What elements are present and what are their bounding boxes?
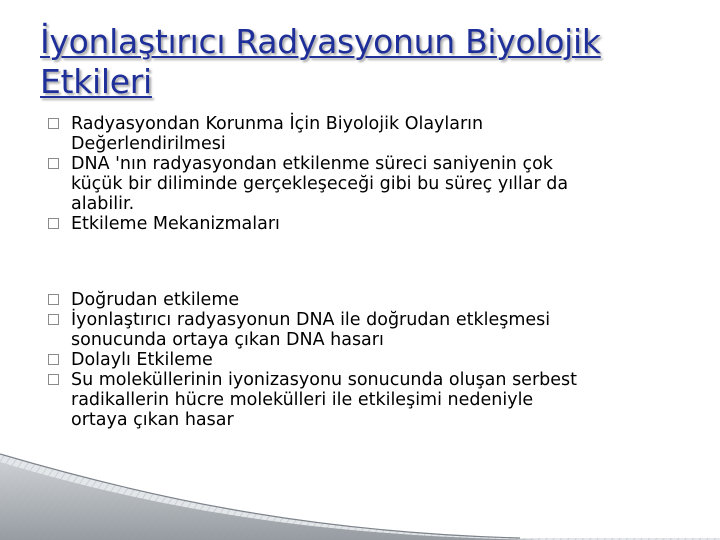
bullet-text [71,370,688,430]
bullet-list-top [48,114,688,234]
bullet-item [48,114,688,154]
bullet-line: Su moleküllerinin iyonizasyonu sonucunda oluşan serbest [71,370,577,390]
bullet-line: sonucunda ortaya çıkan DNA hasarı [71,330,384,350]
bullet-text [71,154,688,214]
slide-title-line-1: İyonlaştırıcı Radyasyonun Biyolojik [40,22,601,61]
bullet-item [48,154,688,214]
bullet-item [48,290,688,310]
bullet-item [48,370,688,430]
bullet-line: Doğrudan etkileme [71,290,240,310]
bullet-item [48,310,688,350]
bullet-box-icon [48,218,59,229]
bullet-box-icon [48,158,59,169]
bullet-line: küçük bir diliminde gerçekleşeceği gibi bu süreç yıllar da [71,174,569,194]
decorative-swoosh [0,440,720,540]
bullet-text [71,214,688,234]
bullet-item [48,214,688,234]
bullet-list-bottom [48,290,688,430]
bullet-line: Radyasyondan Korunma İçin Biyolojik Olayların [71,114,484,134]
decorative-swoosh-dark [0,462,540,540]
bullet-line: Dolaylı Etkileme [71,350,213,370]
bullet-text [71,114,688,154]
slide-title [40,22,680,102]
bullet-line: alabilir. [71,194,135,214]
slide-title-line-2: Etkileri [40,62,152,101]
bullet-text [71,310,688,350]
bullet-line: ortaya çıkan hasar [71,410,234,430]
bullet-box-icon [48,314,59,325]
bullet-box-icon [48,294,59,305]
bullet-text [71,350,688,370]
bullet-box-icon [48,354,59,365]
bullet-line: Etkileme Mekanizmaları [71,214,280,234]
bullet-line: DNA 'nın radyasyondan etkilenme süreci saniyenin çok [71,154,553,174]
bullet-line: İyonlaştırıcı radyasyonun DNA ile doğrudan etkleşmesi [71,310,551,330]
bullet-line: Değerlendirilmesi [71,134,226,154]
bullet-box-icon [48,374,59,385]
bullet-item [48,350,688,370]
bullet-line: radikallerin hücre molekülleri ile etkileşimi nedeniyle [71,390,534,410]
bullet-text [71,290,688,310]
bullet-box-icon [48,118,59,129]
